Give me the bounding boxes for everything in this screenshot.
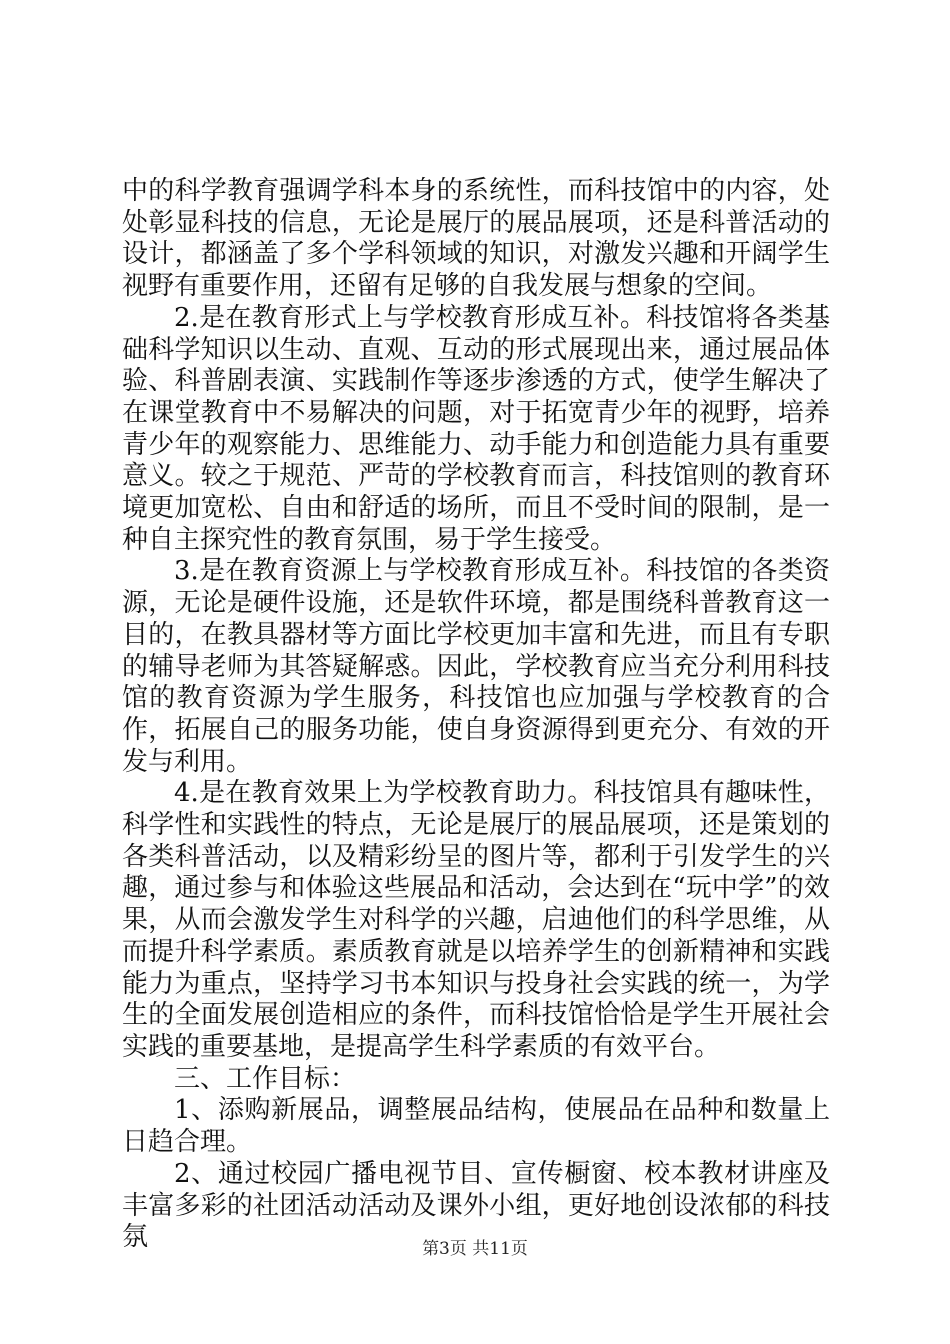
paragraph-2: 2.是在教育形式上与学校教育形成互补。科技馆将各类基础科学知识以生动、直观、互动的形式展现出来，通过展品体验、科普剧表演、实践制作等逐步渗透的方式，使学生解决了在课堂教育中不易解决的问题，对于拓宽青少年的视野，培养青少年的观察能力、思维能力、动手能力和创造能力具有重要意义。较之于规范、严苛的学校教育而言，科技馆则的教育环境更加宽松、自由和舒适的场所，而且不受时间的限制，是一种自主探究性的教育氛围，易于学生接受。: [122, 302, 830, 555]
page-number-label: 第3页 共11页: [422, 1239, 528, 1259]
section-heading-work-goals: 三、工作目标：: [174, 1063, 357, 1094]
paragraph-goal-2: 2、通过校园广播电视节目、宣传橱窗、校本教材讲座及丰富多彩的社团活动活动及课外小组，更好地创设浓郁的科技氛: [122, 1158, 830, 1253]
paragraph-1: 中的科学教育强调学科本身的系统性，而科技馆中的内容，处处彰显科技的信息，无论是展厅的展品展项，还是科普活动的设计，都涵盖了多个学科领域的知识，对激发兴趣和开阔学生视野有重要作用，还留有足够的自我发展与想象的空间。: [122, 176, 830, 302]
page-footer: [0, 1238, 950, 1260]
paragraph-3: 3.是在教育资源上与学校教育形成互补。科技馆的各类资源，无论是硬件设施，还是软件环境，都是围绕科普教育这一目的，在教具器材等方面比学校更加丰富和先进，而且有专职的辅导老师为其答疑解惑。因此，学校教育应当充分利用科技馆的教育资源为学生服务，科技馆也应加强与学校教育的合作，拓展自己的服务功能，使自身资源得到更充分、有效的开发与利用。: [122, 556, 830, 777]
paragraph-4: 4.是在教育效果上为学校教育助力。科技馆具有趣味性，科学性和实践性的特点，无论是展厅的展品展项，还是策划的各类科普活动，以及精彩纷呈的图片等，都利于引发学生的兴趣，通过参与和体验这些展品和活动，会达到在“玩中学”的效果，从而会激发学生对科学的兴趣，启迪他们的科学思维，从而提升科学素质。素质教育就是以培养学生的创新精神和实践能力为重点，坚持学习书本知识与投身社会实践的统一，为学生的全面发展创造相应的条件，而科技馆恰恰是学生开展社会实践的重要基地，是提高学生科学素质的有效平台。: [122, 778, 830, 1062]
paragraph-goal-1: 1、添购新展品，调整展品结构，使展品在品种和数量上日趋合理。: [122, 1095, 830, 1158]
document-body: [122, 176, 830, 1254]
